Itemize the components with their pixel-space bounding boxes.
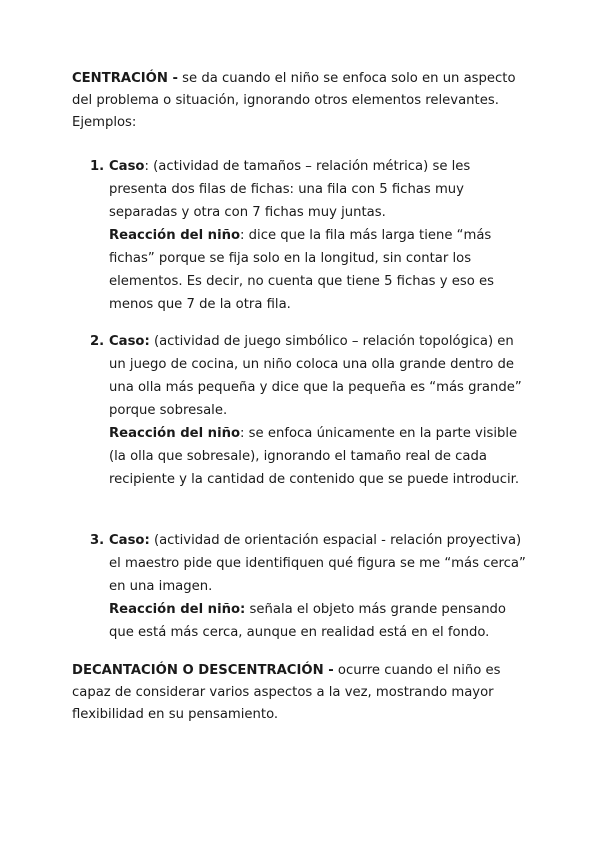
case-label: Caso — [109, 159, 145, 174]
intro-text: se da cuando el niño se enfoca solo en un aspecto del problema o situación, ignorando otros elementos relevantes. Ejemplos: — [72, 71, 516, 130]
list-item-number: 1. — [90, 159, 105, 174]
outro-text: ocurre cuando el niño es capaz de considerar varios aspectos a la vez, mostrando mayor flexibilidad en su pensamiento. — [72, 663, 501, 722]
outro-paragraph — [72, 660, 532, 726]
reaction-label: Reacción del niño — [109, 426, 241, 441]
case-text: (actividad de juego simbólico – relación topológica) en un juego de cocina, un niño coloca una olla grande dentro de una olla más pequeña y dice que la pequeña es “más grande” porque sobresale. — [109, 334, 522, 418]
list-item — [72, 529, 532, 644]
list-item — [72, 155, 532, 316]
reaction-text: : se enfoca únicamente en la parte visible (la olla que sobresale), ignorando el tamaño real de cada recipiente y la cantidad de contenido que se puede introducir. — [109, 426, 520, 487]
case-label: Caso: — [109, 334, 150, 349]
reaction-text: señala el objeto más grande pensando que está más cerca, aunque en realidad está en el fondo. — [109, 602, 506, 640]
case-text: (actividad de orientación espacial - relación proyectiva) el maestro pide que identifiquen qué figura se me “más cerca” en una imagen. — [109, 533, 526, 594]
case-text: : (actividad de tamaños – relación métrica) se les presenta dos filas de fichas: una fila con 5 fichas muy separadas y otra con 7 fichas muy juntas. — [109, 159, 471, 220]
reaction-label: Reacción del niño: — [109, 602, 246, 617]
list-item-number: 3. — [90, 533, 105, 548]
intro-paragraph — [72, 68, 532, 134]
reaction-label: Reacción del niño — [109, 228, 241, 243]
case-label: Caso: — [109, 533, 150, 548]
outro-term: DECANTACIÓN O DESCENTRACIÓN - — [72, 663, 334, 678]
list-item-number: 2. — [90, 334, 105, 349]
list-item — [72, 330, 532, 491]
intro-term: CENTRACIÓN - — [72, 71, 178, 86]
reaction-text: : dice que la fila más larga tiene “más fichas” porque se fija solo en la longitud, sin contar los elementos. Es decir, no cuenta que tiene 5 fichas y eso es menos que 7 de la otra fila. — [109, 228, 494, 312]
